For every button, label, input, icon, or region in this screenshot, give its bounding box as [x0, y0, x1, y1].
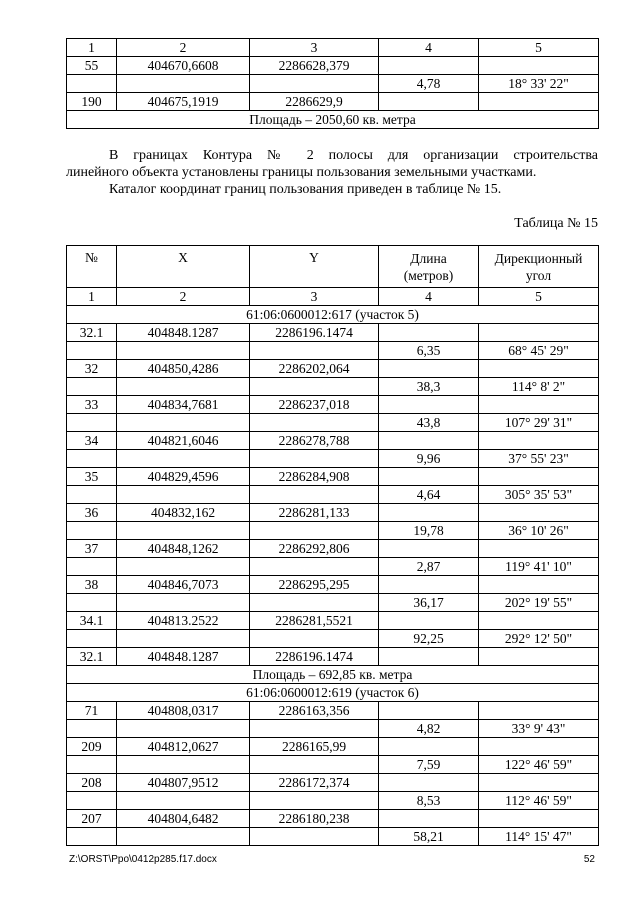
col-number: 5 — [479, 288, 599, 306]
coord-x — [117, 594, 250, 612]
coord-y: 2286172,374 — [250, 774, 379, 792]
header-x: X — [117, 246, 250, 288]
coord-x: 404846,7073 — [117, 576, 250, 594]
angle: 305° 35' 53" — [479, 486, 599, 504]
coord-y: 2286281,5521 — [250, 612, 379, 630]
coord-x — [117, 522, 250, 540]
table-row — [67, 558, 599, 576]
coord-x — [117, 720, 250, 738]
coord-x: 404848.1287 — [117, 324, 250, 342]
coord-x — [117, 414, 250, 432]
point-number: 55 — [67, 57, 117, 75]
angle: 68° 45' 29" — [479, 342, 599, 360]
coordinates-table-15 — [66, 245, 599, 846]
point-number — [67, 630, 117, 648]
point-number: 32.1 — [67, 324, 117, 342]
length — [379, 612, 479, 630]
coord-y — [250, 792, 379, 810]
point-number: 33 — [67, 396, 117, 414]
header-angle-line2: угол — [525, 267, 552, 283]
angle: 114° 8' 2" — [479, 378, 599, 396]
table-row — [67, 504, 599, 522]
angle: 36° 10' 26" — [479, 522, 599, 540]
length — [379, 576, 479, 594]
coord-y: 2286196.1474 — [250, 324, 379, 342]
point-number — [67, 450, 117, 468]
col-number: 4 — [379, 39, 479, 57]
col-number: 4 — [379, 288, 479, 306]
coord-y: 2286202,064 — [250, 360, 379, 378]
angle — [479, 774, 599, 792]
table-row — [67, 828, 599, 846]
coord-y: 2286196.1474 — [250, 648, 379, 666]
coord-y: 2286629,9 — [250, 93, 379, 111]
coord-x: 404834,7681 — [117, 396, 250, 414]
paragraph-contour-line1: В границах Контура № 2 полосы для организации строительства — [109, 148, 598, 163]
table-row — [67, 342, 599, 360]
coord-y: 2286237,018 — [250, 396, 379, 414]
coordinates-table-continued — [66, 38, 599, 129]
coord-x: 404821,6046 — [117, 432, 250, 450]
angle — [479, 432, 599, 450]
coord-y: 2286295,295 — [250, 576, 379, 594]
coord-x — [117, 486, 250, 504]
coord-y — [250, 594, 379, 612]
coord-x: 404848.1287 — [117, 648, 250, 666]
coord-y — [250, 75, 379, 93]
point-number: 32.1 — [67, 648, 117, 666]
col-number: 1 — [67, 288, 117, 306]
point-number — [67, 792, 117, 810]
point-number: 35 — [67, 468, 117, 486]
table-row — [67, 612, 599, 630]
header-length — [379, 246, 479, 288]
angle: 33° 9' 43" — [479, 720, 599, 738]
point-number: 207 — [67, 810, 117, 828]
coord-x — [117, 828, 250, 846]
angle — [479, 324, 599, 342]
point-number: 209 — [67, 738, 117, 756]
table-row — [67, 630, 599, 648]
point-number — [67, 414, 117, 432]
table-row — [67, 450, 599, 468]
length: 6,35 — [379, 342, 479, 360]
coord-y — [250, 720, 379, 738]
table-row — [67, 396, 599, 414]
length: 92,25 — [379, 630, 479, 648]
point-number: 34.1 — [67, 612, 117, 630]
length: 58,21 — [379, 828, 479, 846]
table-row — [67, 414, 599, 432]
point-number: 208 — [67, 774, 117, 792]
coord-x — [117, 756, 250, 774]
length: 8,53 — [379, 792, 479, 810]
angle — [479, 702, 599, 720]
col-number: 5 — [479, 39, 599, 57]
coord-y: 2286284,908 — [250, 468, 379, 486]
table-row — [67, 738, 599, 756]
length — [379, 810, 479, 828]
coord-y: 2286281,133 — [250, 504, 379, 522]
table-row — [67, 468, 599, 486]
angle — [479, 612, 599, 630]
length — [379, 324, 479, 342]
coord-y — [250, 630, 379, 648]
angle — [479, 648, 599, 666]
table-row — [67, 774, 599, 792]
coord-x — [117, 558, 250, 576]
paragraph-catalog: Каталог координат границ пользования приведен в таблице № 15. — [109, 182, 502, 197]
point-number: 37 — [67, 540, 117, 558]
coord-y — [250, 558, 379, 576]
coord-x — [117, 450, 250, 468]
angle — [479, 468, 599, 486]
angle — [479, 57, 599, 75]
length — [379, 504, 479, 522]
angle: 107° 29' 31" — [479, 414, 599, 432]
parcel-section-title: 61:06:0600012:619 (участок 6) — [67, 684, 599, 702]
coord-y: 2286165,99 — [250, 738, 379, 756]
col-number: 3 — [250, 288, 379, 306]
length: 36,17 — [379, 594, 479, 612]
coord-y: 2286163,356 — [250, 702, 379, 720]
area-total-row — [67, 666, 599, 684]
point-number — [67, 720, 117, 738]
table-row — [67, 360, 599, 378]
coord-x — [117, 75, 250, 93]
point-number — [67, 75, 117, 93]
angle — [479, 504, 599, 522]
coord-x — [117, 792, 250, 810]
column-number-row — [67, 39, 599, 57]
length: 43,8 — [379, 414, 479, 432]
table-row — [67, 324, 599, 342]
point-number: 32 — [67, 360, 117, 378]
coord-x: 404804,6482 — [117, 810, 250, 828]
col-number: 1 — [67, 39, 117, 57]
point-number: 190 — [67, 93, 117, 111]
angle — [479, 576, 599, 594]
length: 4,64 — [379, 486, 479, 504]
length — [379, 468, 479, 486]
angle: 122° 46' 59" — [479, 756, 599, 774]
coord-y — [250, 486, 379, 504]
table-row — [67, 378, 599, 396]
footer-file-path: Z:\ORST\Ppo\0412p285.f17.docx — [69, 854, 217, 865]
coord-x: 404829,4596 — [117, 468, 250, 486]
header-angle-line1: Дирекционный — [494, 250, 583, 266]
angle — [479, 738, 599, 756]
length — [379, 702, 479, 720]
area-row — [67, 111, 599, 129]
coord-y: 2286628,379 — [250, 57, 379, 75]
length: 38,3 — [379, 378, 479, 396]
angle: 202° 19' 55" — [479, 594, 599, 612]
coord-y: 2286278,788 — [250, 432, 379, 450]
angle: 37° 55' 23" — [479, 450, 599, 468]
point-number — [67, 756, 117, 774]
table-row — [67, 540, 599, 558]
coord-x — [117, 342, 250, 360]
coord-y — [250, 342, 379, 360]
table-row — [67, 522, 599, 540]
coord-x: 404832,162 — [117, 504, 250, 522]
coord-x: 404812,0627 — [117, 738, 250, 756]
coord-x: 404813.2522 — [117, 612, 250, 630]
coord-x: 404807,9512 — [117, 774, 250, 792]
angle: 112° 46' 59" — [479, 792, 599, 810]
point-number: 38 — [67, 576, 117, 594]
area-total: Площадь – 692,85 кв. метра — [67, 666, 599, 684]
coord-x: 404850,4286 — [117, 360, 250, 378]
coord-x: 404808,0317 — [117, 702, 250, 720]
col-number: 2 — [117, 288, 250, 306]
coord-y — [250, 522, 379, 540]
header-angle — [479, 246, 599, 288]
parcel-section-title: 61:06:0600012:617 (участок 5) — [67, 306, 599, 324]
coord-y — [250, 378, 379, 396]
coord-x: 404675,1919 — [117, 93, 250, 111]
table-row — [67, 432, 599, 450]
length — [379, 648, 479, 666]
angle — [479, 810, 599, 828]
length: 4,82 — [379, 720, 479, 738]
coord-y — [250, 756, 379, 774]
angle: 119° 41' 10" — [479, 558, 599, 576]
angle — [479, 540, 599, 558]
angle: 292° 12' 50" — [479, 630, 599, 648]
point-number — [67, 486, 117, 504]
table-row — [67, 756, 599, 774]
header-row — [67, 246, 599, 288]
table-row — [67, 810, 599, 828]
header-length-line1: Длина — [410, 250, 447, 266]
table-row — [67, 648, 599, 666]
point-number: 71 — [67, 702, 117, 720]
col-number: 2 — [117, 39, 250, 57]
table-row — [67, 720, 599, 738]
area-total: Площадь – 2050,60 кв. метра — [67, 111, 599, 129]
point-number: 36 — [67, 504, 117, 522]
length — [379, 93, 479, 111]
angle — [479, 93, 599, 111]
angle — [479, 360, 599, 378]
point-number: 34 — [67, 432, 117, 450]
length — [379, 396, 479, 414]
length — [379, 360, 479, 378]
parcel-section-title-row — [67, 684, 599, 702]
table-row — [67, 576, 599, 594]
point-number — [67, 522, 117, 540]
header-y: Y — [250, 246, 379, 288]
point-number — [67, 558, 117, 576]
coord-x — [117, 378, 250, 396]
point-number — [67, 594, 117, 612]
header-number: № — [67, 246, 117, 288]
header-length-line2: (метров) — [403, 267, 454, 283]
column-number-row — [67, 288, 599, 306]
paragraph-contour-line2: линейного объекта установлены границы пользования земельными участками. — [66, 165, 537, 180]
point-number — [67, 342, 117, 360]
coord-y — [250, 450, 379, 468]
angle — [479, 396, 599, 414]
footer-page-number: 52 — [583, 854, 595, 865]
coord-y — [250, 828, 379, 846]
length — [379, 540, 479, 558]
length — [379, 432, 479, 450]
length: 19,78 — [379, 522, 479, 540]
length — [379, 57, 479, 75]
col-number: 3 — [250, 39, 379, 57]
table-caption: Таблица № 15 — [514, 216, 598, 231]
coord-x: 404670,6608 — [117, 57, 250, 75]
length — [379, 774, 479, 792]
coord-y — [250, 414, 379, 432]
angle: 18° 33' 22" — [479, 75, 599, 93]
length: 7,59 — [379, 756, 479, 774]
length: 2,87 — [379, 558, 479, 576]
point-number — [67, 828, 117, 846]
coord-y: 2286292,806 — [250, 540, 379, 558]
table-row — [67, 75, 599, 93]
table-row — [67, 93, 599, 111]
section-row — [67, 306, 599, 324]
coord-x — [117, 630, 250, 648]
coord-x: 404848,1262 — [117, 540, 250, 558]
angle: 114° 15' 47" — [479, 828, 599, 846]
table-row — [67, 792, 599, 810]
table-row — [67, 594, 599, 612]
length: 4,78 — [379, 75, 479, 93]
length: 9,96 — [379, 450, 479, 468]
coord-y: 2286180,238 — [250, 810, 379, 828]
length — [379, 738, 479, 756]
table-row — [67, 57, 599, 75]
table-row — [67, 486, 599, 504]
table-row — [67, 702, 599, 720]
point-number — [67, 378, 117, 396]
